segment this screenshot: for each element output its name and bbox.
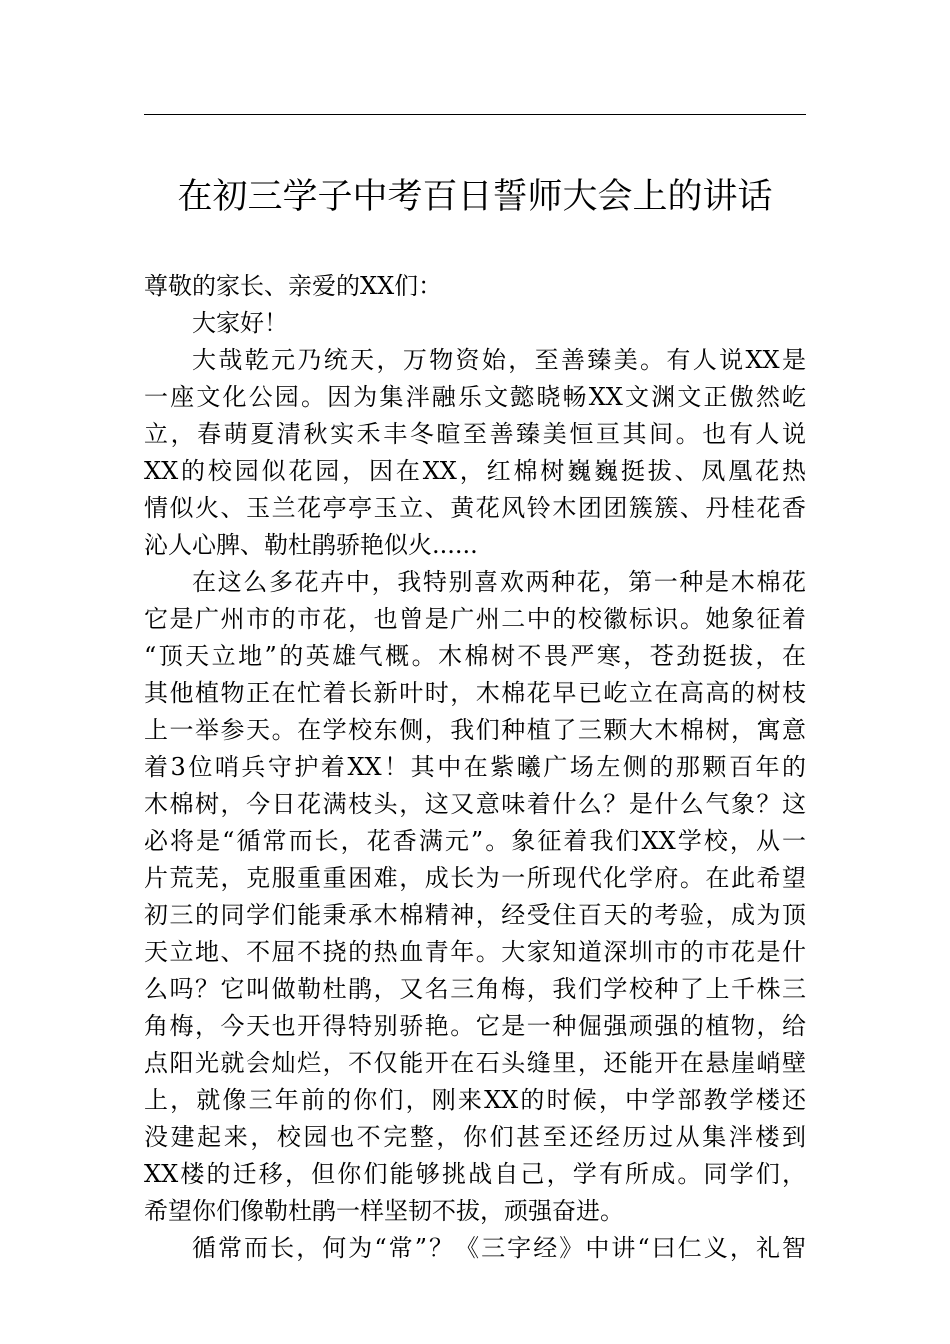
paragraph-line: XX楼的迁移，但你们能够挑战自己，学有所成。同学们， [144,1160,806,1188]
paragraph-line: 上一举参天。在学校东侧，我们种植了三颗大木棉树，寓意 [144,716,806,744]
paragraph-line: 在这么多花卉中，我特别喜欢两种花，第一种是木棉花 [192,568,806,596]
paragraph-line: 沁人心脾、勒杜鹃骄艳似火...... [144,531,478,559]
paragraph-line: 没建起来，校园也不完整，你们甚至还经历过从集泮楼到 [144,1123,806,1151]
paragraph-line: 木棉树，今日花满枝头，这又意味着什么？是什么气象？这 [144,790,806,818]
header-rule [144,114,806,115]
paragraph-line: 必将是“循常而长，花香满元”。象征着我们XX学校，从一 [144,827,806,855]
paragraph-line: 希望你们像勒杜鹃一样坚韧不拔，顽强奋进。 [144,1197,624,1225]
paragraph-line: 着3位哨兵守护着XX！其中在紫曦广场左侧的那颗百年的 [144,753,806,781]
paragraph-line: XX的校园似花园，因在XX，红棉树巍巍挺拔、凤凰花热 [144,457,806,485]
paragraph-line: “顶天立地”的英雄气概。木棉树不畏严寒，苍劲挺拔，在 [144,642,806,670]
paragraph-line: 其他植物正在忙着长新叶时，木棉花早已屹立在高高的树枝 [144,679,806,707]
paragraph-line: 天立地、不屈不挠的热血青年。大家知道深圳市的市花是什 [144,938,806,966]
paragraph-line: 上，就像三年前的你们，刚来XX的时候，中学部教学楼还 [144,1086,806,1114]
salutation-line: 尊敬的家长、亲爱的XX们： [144,272,443,300]
document-title: 在初三学子中考百日誓师大会上的讲话 [177,177,773,217]
document-body [144,268,806,1267]
paragraph-line: 立，春萌夏清秋实禾丰冬暄至善臻美恒亘其间。也有人说 [144,420,806,448]
paragraph-line: 大哉乾元乃统天，万物资始，至善臻美。有人说XX是 [192,346,806,374]
paragraph-line: 循常而长，何为“常”？《三字经》中讲“曰仁义，礼智 [192,1234,806,1262]
paragraph-line: 点阳光就会灿烂，不仅能开在石头缝里，还能开在悬崖峭壁 [144,1049,806,1077]
paragraph-line: 角梅，今天也开得特别骄艳。它是一种倔强顽强的植物，给 [144,1012,806,1040]
paragraph-line: 初三的同学们能秉承木棉精神，经受住百天的考验，成为顶 [144,901,806,929]
paragraph-line: 片荒芜，克服重重困难，成长为一所现代化学府。在此希望 [144,864,806,892]
paragraph-line: 么吗？它叫做勒杜鹃，又名三角梅，我们学校种了上千株三 [144,975,806,1003]
greeting-line: 大家好！ [192,309,288,337]
paragraph-line: 它是广州市的市花，也曾是广州二中的校徽标识。她象征着 [144,605,806,633]
paragraph-line: 一座文化公园。因为集泮融乐文懿晓畅XX文渊文正傲然屹 [144,383,806,411]
paragraph-line: 情似火、玉兰花亭亭玉立、黄花风铃木团团簇簇、丹桂花香 [144,494,806,522]
